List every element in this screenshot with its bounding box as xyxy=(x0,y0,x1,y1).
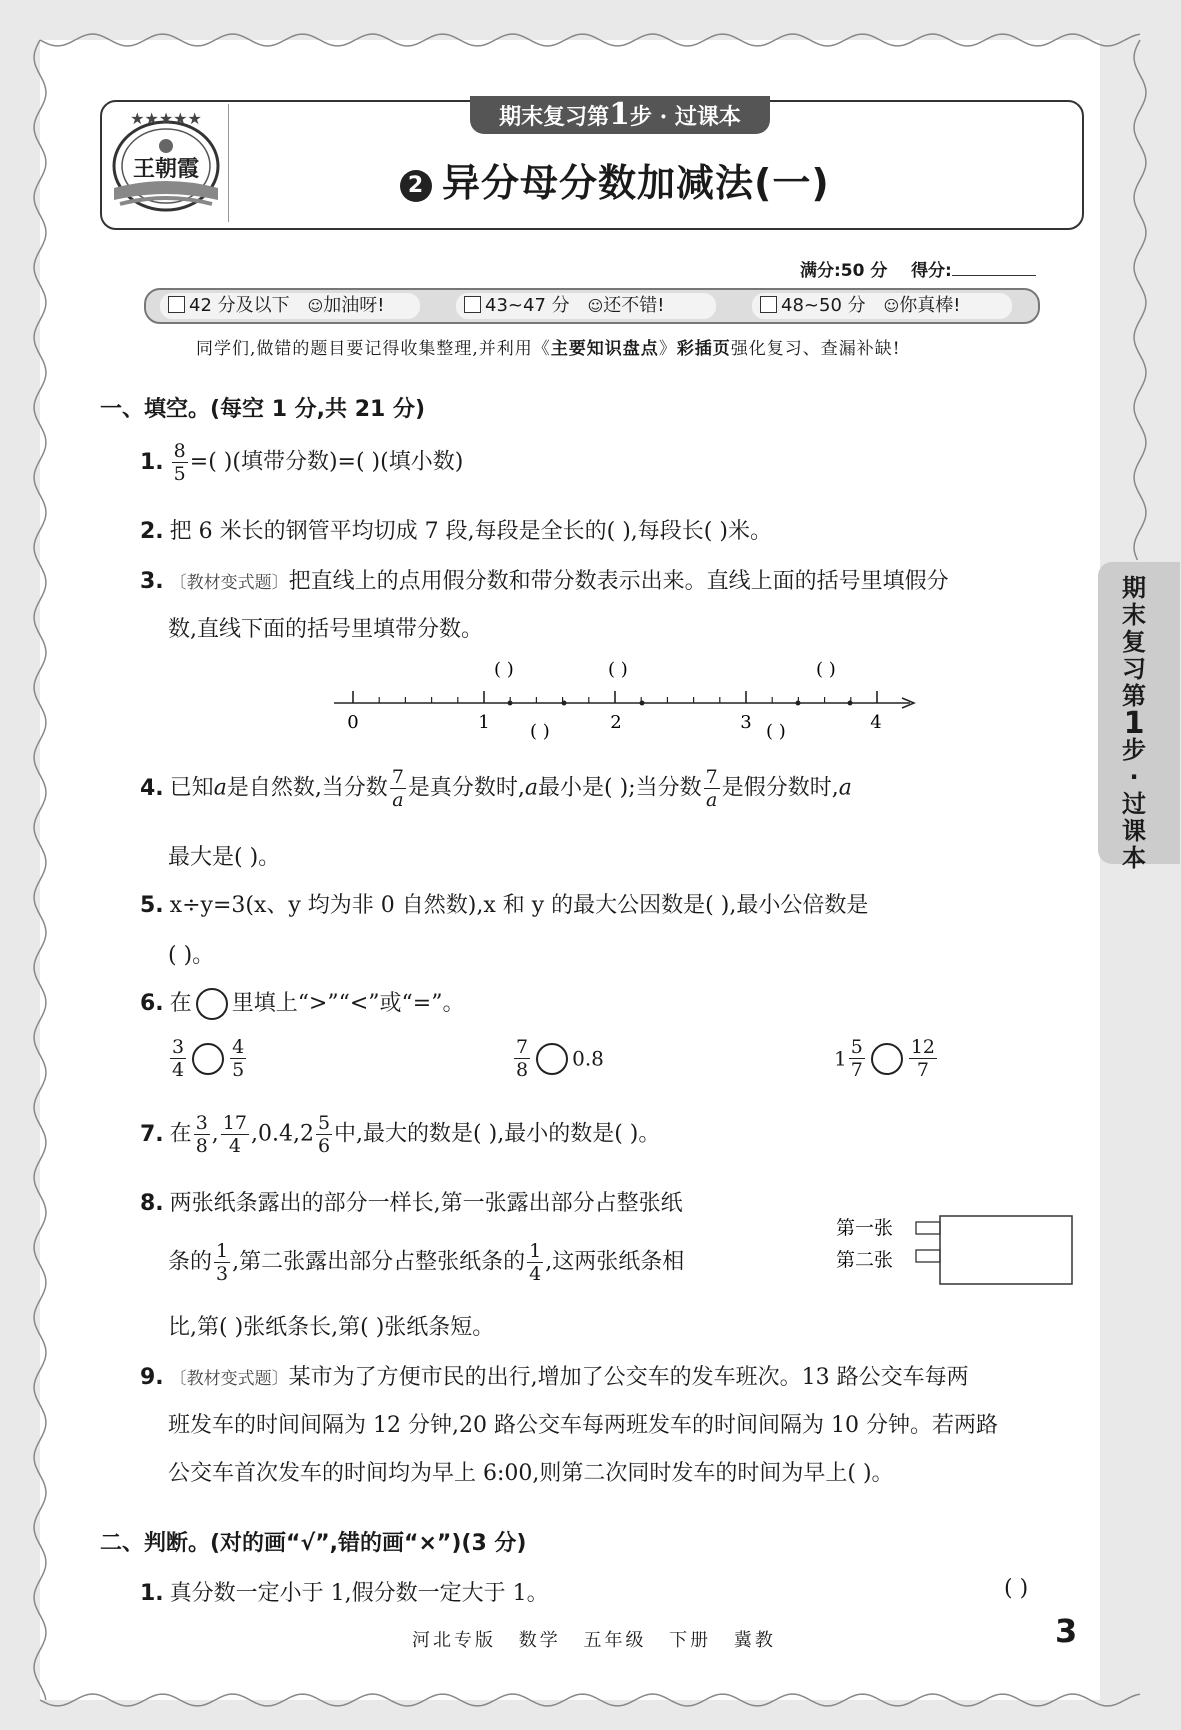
question-8-line2: 条的 $\frac{1}{3}$ ,第二张露出部分占整张纸条的 $\frac{1}{4}$ ,这两张纸条相 xyxy=(168,1240,685,1285)
grade-checkbox-2[interactable] xyxy=(464,296,481,313)
smile-icon: ☺ xyxy=(883,297,900,315)
question-8-line3[interactable]: 比,第( )张纸条长,第( )张纸条短。 xyxy=(168,1315,495,1340)
logo-emblem-icon xyxy=(108,104,228,222)
question-4-line2[interactable]: 最大是( )。 xyxy=(168,845,281,870)
lower-bracket-2[interactable]: ( ) xyxy=(766,721,786,742)
question-2: 2. 把 6 米长的钢管平均切成 7 段,每段是全长的( ),每段长( )米。 xyxy=(140,519,772,544)
get-score-label: 得分: xyxy=(911,261,952,281)
question-9: 9. 〔教材变式题〕某市为了方便市民的出行,增加了公交车的发车班次。13 路公交车每两 xyxy=(140,1365,969,1390)
side-tab-char: 本 xyxy=(1122,844,1146,872)
side-tab-char: 课 xyxy=(1122,817,1146,845)
strip-label-2: 第二张 xyxy=(836,1249,894,1271)
smile-icon: ☺ xyxy=(307,297,324,315)
compare-circle-icon xyxy=(196,988,228,1020)
section-2-title: 二、判断。(对的画“√”,错的画“×”)(3 分) xyxy=(100,1531,527,1556)
grade-checkbox-1[interactable] xyxy=(168,296,185,313)
question-5-line2[interactable]: ( )。 xyxy=(168,943,215,968)
answer-blank[interactable]: 把 6 米长的钢管平均切成 7 段,每段是全长的( ),每段长( )米。 xyxy=(169,519,772,544)
step-label-post: 步 · 过课本 xyxy=(629,104,741,130)
side-tab-text xyxy=(1112,575,1156,872)
point-b xyxy=(562,701,567,706)
smile-icon: ☺ xyxy=(587,297,604,315)
side-tab-char: 习 xyxy=(1122,655,1146,683)
step-banner xyxy=(470,96,770,134)
strip-1 xyxy=(916,1222,940,1234)
paper-strips-figure xyxy=(832,1208,1082,1292)
question-6: 6. 在 里填上“>”“<”或“=”。 xyxy=(140,986,464,1020)
logo xyxy=(108,104,229,222)
upper-bracket-1[interactable]: ( ) xyxy=(494,659,514,680)
compare-circle-3[interactable] xyxy=(871,1043,903,1075)
svg-text:王朝霞: 王朝霞 xyxy=(132,156,200,182)
grade-option-2[interactable]: 43~47 分 ☺还不错! xyxy=(456,293,716,319)
side-tab-char: 1 xyxy=(1123,706,1145,741)
side-tab-char: 末 xyxy=(1122,601,1146,629)
lesson-number-badge: 2 xyxy=(400,170,432,202)
page-title xyxy=(400,152,920,207)
instruction-note: 同学们,做错的题目要记得收集整理,并利用《主要知识盘点》彩插页强化复习、查漏补缺! xyxy=(196,339,901,359)
side-tab-char: 步 xyxy=(1122,736,1146,764)
strip-2 xyxy=(916,1250,940,1262)
tick-label-3: 3 xyxy=(740,712,752,733)
footer-info: 河北专版 数学 五年级 下册 冀教 xyxy=(412,1630,776,1651)
compare-item-2: $\frac{7}{8}$ 0.8 xyxy=(516,1036,604,1081)
step-label-pre: 期末复习第 xyxy=(499,104,610,130)
question-3: 3. 〔教材变式题〕把直线上的点用假分数和带分数表示出来。直线上面的括号里填假分 xyxy=(140,569,949,594)
title-text: 异分母分数加减法(一) xyxy=(442,161,830,205)
score-line xyxy=(800,256,1036,281)
point-e xyxy=(848,701,853,706)
compare-item-3: 1 $\frac{5}{7}$ $\frac{12}{7}$ xyxy=(834,1036,936,1081)
answer-blank[interactable]: 最小是( );当分数 xyxy=(538,775,702,801)
full-score-label: 满分:50 分 xyxy=(800,261,888,281)
score-blank[interactable] xyxy=(952,275,1036,276)
question-3-line2: 数,直线下面的括号里填带分数。 xyxy=(168,617,483,642)
tick-label-4: 4 xyxy=(870,712,882,733)
side-tab-char: 复 xyxy=(1122,628,1146,656)
strip-label-1: 第一张 xyxy=(836,1217,894,1239)
judge-answer-bracket[interactable]: ( ) xyxy=(1004,1576,1029,1601)
strip-cover-box xyxy=(940,1216,1072,1284)
question-7: 7. 在 $\frac{3}{8}$ , $\frac{17}{4}$ ,0.4,2 $\frac{5}{6}$ 中,最大的数是( ),最小的数是( )。 xyxy=(140,1112,661,1157)
step-number: 1 xyxy=(609,97,630,132)
compare-item-1: $\frac{3}{4}$ $\frac{4}{5}$ xyxy=(172,1036,245,1081)
side-tab-char: 第 xyxy=(1122,682,1146,710)
number-line xyxy=(330,655,930,755)
section-1-title: 一、填空。(每空 1 分,共 21 分) xyxy=(100,397,426,422)
page-number: 3 xyxy=(1055,1612,1078,1650)
grade-bar xyxy=(144,288,1040,324)
grade-option-3[interactable]: 48~50 分 ☺你真棒! xyxy=(752,293,1012,319)
upper-bracket-3[interactable]: ( ) xyxy=(816,659,836,680)
compare-circle-1[interactable] xyxy=(192,1043,224,1075)
grade-checkbox-3[interactable] xyxy=(760,296,777,313)
grade-option-1[interactable]: 42 分及以下 ☺加油呀! xyxy=(160,293,420,319)
judge-question-1: 1. 真分数一定小于 1,假分数一定大于 1。 xyxy=(140,1581,549,1606)
point-c xyxy=(640,701,645,706)
lower-bracket-1[interactable]: ( ) xyxy=(530,721,550,742)
answer-blank[interactable]: 中,最大的数是( ),最小的数是( )。 xyxy=(334,1121,661,1147)
side-tab-char: · xyxy=(1129,763,1139,791)
point-d xyxy=(796,701,801,706)
question-1: 1. $\frac{8}{5}$ =( )(填带分数)=( )(填小数) xyxy=(140,440,464,485)
tick-label-1: 1 xyxy=(478,712,490,733)
upper-bracket-2[interactable]: ( ) xyxy=(608,659,628,680)
question-4: 4. 已知a是自然数,当分数 $\frac{7}{a}$ 是真分数时,a最小是( );当分数 $\frac{7}{a}$ 是假分数时,a xyxy=(140,766,852,811)
question-9-line2: 班发车的时间间隔为 12 分钟,20 路公交车每两班发车的时间间隔为 10 分钟。若两路 xyxy=(168,1413,998,1438)
side-tab-char: 期 xyxy=(1122,574,1146,602)
question-9-line3[interactable]: 公交车首次发车的时间均为早上 6:00,则第二次同时发车的时间为早上( )。 xyxy=(168,1461,894,1486)
side-tab-char: 过 xyxy=(1122,790,1146,818)
point-a xyxy=(508,701,513,706)
answer-blank[interactable]: =( )(填带分数)=( )(填小数) xyxy=(189,449,464,475)
question-5: 5. x÷y=3(x、y 均为非 0 自然数),x 和 y 的最大公因数是( ),最小公倍数是 xyxy=(140,893,869,918)
tick-label-0: 0 xyxy=(347,712,359,733)
compare-circle-2[interactable] xyxy=(536,1043,568,1075)
svg-text:★★★★★: ★★★★★ xyxy=(130,109,202,128)
answer-blank[interactable]: x÷y=3(x、y 均为非 0 自然数),x 和 y 的最大公因数是( ),最小公倍数是 xyxy=(169,893,869,918)
question-8: 8. 两张纸条露出的部分一样长,第一张露出部分占整张纸 xyxy=(140,1191,683,1216)
tick-label-2: 2 xyxy=(610,712,622,733)
